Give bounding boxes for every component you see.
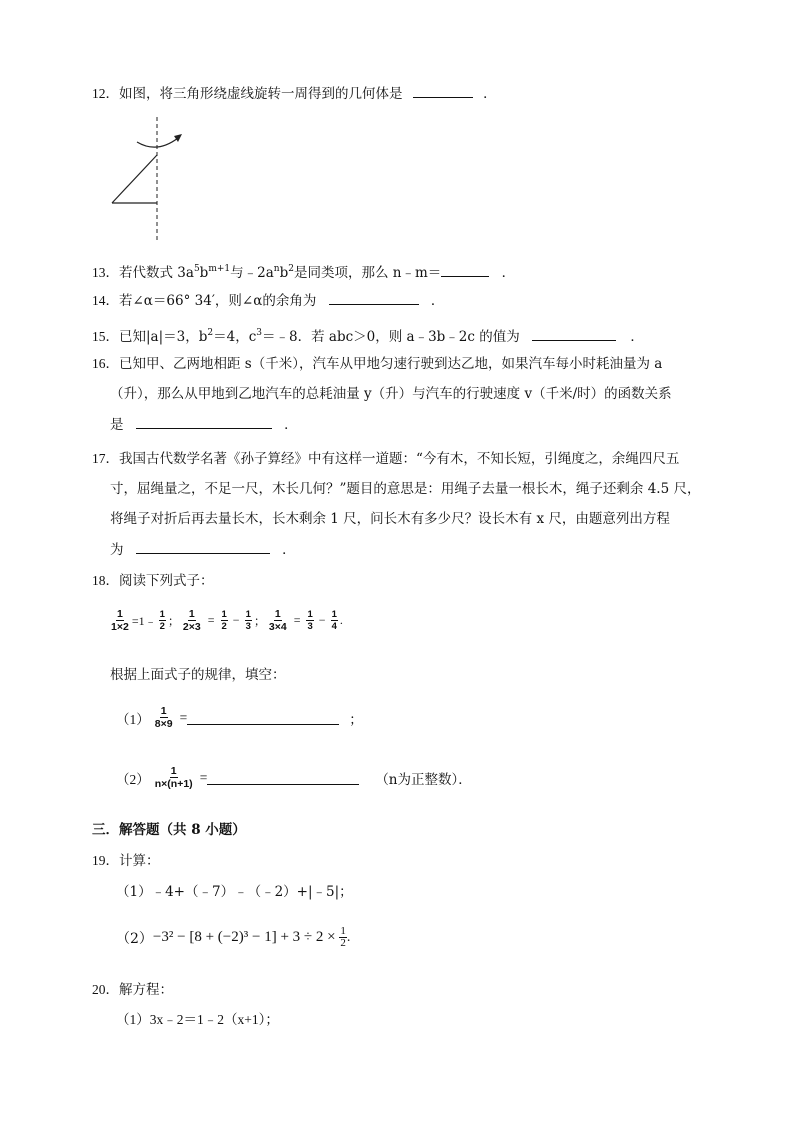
expr-part: ＝4，c — [213, 329, 257, 345]
question-text: 已知甲、乙两地相距 s（千米），汽车从甲地匀速行驶到达乙地，如果汽车每小时耗油量为 a — [119, 356, 663, 372]
expression: （1）3x﹣2＝1﹣2（x+1）； — [116, 1012, 279, 1027]
answer-blank — [413, 83, 473, 98]
answer-blank — [329, 290, 419, 305]
expr-part: 若代数式 3a — [119, 265, 194, 281]
question-end: ． — [501, 265, 516, 281]
q18-part-2 — [116, 765, 472, 790]
fraction — [268, 608, 288, 633]
question-end: ． — [630, 329, 644, 345]
fraction — [221, 609, 228, 632]
question-16-line-2 — [110, 384, 672, 404]
part-label: （2） — [116, 930, 153, 947]
exponent: m+1 — [208, 264, 231, 274]
denominator: 1×2 — [111, 621, 129, 633]
q18-part-1 — [116, 705, 363, 730]
separator: . — [339, 613, 343, 627]
fraction — [245, 609, 252, 632]
question-note: （n为正整数）． — [375, 771, 472, 788]
answer-blank — [136, 414, 272, 429]
numerator: 1 — [159, 609, 165, 620]
denominator: 3×4 — [268, 621, 287, 633]
denominator: 2 — [221, 621, 227, 632]
question-text: 若∠α＝66° 34′，则∠α的余角为 — [119, 293, 317, 309]
answer-blank — [136, 539, 270, 554]
question-text: 为 — [110, 542, 124, 558]
expr-part: b — [279, 265, 289, 281]
question-end: ． — [284, 417, 298, 433]
question-text: （升），那么从甲地到乙地汽车的总耗油量 y（升）与汽车的行驶速度 v（千米/时）的函数关系 — [110, 386, 672, 402]
answer-blank — [532, 326, 616, 341]
question-16-line-1 — [92, 354, 662, 374]
operator: − — [232, 613, 240, 627]
question-text: 我国古代数学名著《孙子算经》中有这样一道题：“今有木，不知长短，引绳度之，余绳四尺五 — [119, 451, 680, 467]
question-number: 15． — [92, 329, 119, 344]
denominator: 8×9 — [154, 718, 173, 730]
question-20 — [92, 980, 173, 1000]
arrowhead-icon — [174, 134, 182, 142]
fraction — [159, 609, 166, 632]
fraction — [331, 609, 338, 632]
numerator: 1 — [274, 608, 281, 620]
question-14 — [92, 290, 444, 311]
denominator: 2×3 — [182, 621, 201, 633]
question-text: 根据上面式子的规律，填空： — [110, 667, 286, 683]
question-number: 12． — [92, 86, 119, 101]
separator: ； — [253, 614, 266, 628]
expression: （1）﹣4+（﹣7）﹣（﹣2）+|﹣5|； — [116, 884, 353, 900]
question-13 — [92, 259, 515, 283]
triangle-hypotenuse — [112, 155, 157, 203]
question-text: 解方程： — [119, 982, 173, 998]
question-text: 如图，将三角形绕虚线旋转一周得到的几何体是 — [119, 86, 403, 102]
denominator: 2 — [159, 621, 165, 632]
answer-blank — [207, 770, 359, 785]
numerator: 1 — [307, 609, 313, 620]
operator: = — [179, 709, 188, 725]
denominator: 3 — [307, 621, 313, 632]
operator: = — [293, 613, 301, 627]
exponent: 2 — [288, 264, 294, 274]
exponent: 3 — [256, 328, 263, 338]
numerator: 1 — [188, 608, 195, 620]
expr-part: 与﹣2a — [230, 265, 274, 281]
denominator: n×(n+1) — [154, 778, 193, 790]
denominator: 3 — [245, 621, 251, 632]
denominator: 2 — [340, 937, 346, 949]
separator: ； — [167, 614, 180, 628]
exponent: 5 — [193, 264, 200, 274]
operator: = — [207, 613, 215, 627]
question-16-line-3 — [110, 414, 298, 435]
question-text: ＝﹣8．若 abc＞0，则 a﹣3b﹣2c 的值为 — [262, 329, 520, 345]
triangle-rotation-figure — [100, 112, 190, 242]
numerator: 1 — [221, 609, 227, 620]
question-text: 计算： — [119, 853, 160, 869]
exponent: n — [273, 264, 280, 274]
numerator: 1 — [170, 765, 177, 777]
numerator: 1 — [245, 609, 251, 620]
fraction — [154, 765, 194, 790]
expr-part: 已知|a|＝3，b — [119, 329, 208, 345]
q20-part-1 — [116, 1010, 279, 1030]
question-18 — [92, 571, 214, 591]
question-17-line-4 — [110, 539, 296, 560]
fraction — [182, 608, 202, 633]
q18-examples — [110, 608, 343, 633]
question-text: 阅读下列式子： — [119, 573, 214, 589]
fraction — [110, 608, 130, 633]
question-17-line-2 — [110, 479, 700, 499]
question-end: . — [346, 929, 351, 945]
numerator: 1 — [340, 925, 346, 937]
q19-part-2 — [116, 926, 350, 949]
exponent: 2 — [207, 328, 214, 338]
question-17-line-3 — [110, 509, 670, 529]
question-number: 16． — [92, 356, 119, 371]
question-number: 13． — [92, 265, 119, 280]
question-end: ． — [483, 86, 497, 102]
expression: −3² − [8 + (−2)³ − 1] + 3 ÷ 2 × — [152, 929, 340, 945]
fraction — [154, 705, 174, 730]
section-title: 三．解答题（共 8 小题） — [92, 822, 246, 838]
question-end: ． — [282, 542, 296, 558]
question-number: 18． — [92, 573, 119, 588]
question-text: 是 — [110, 417, 124, 433]
fraction — [339, 926, 347, 949]
operator: =1﹣ — [131, 614, 157, 628]
part-label: （1） — [116, 711, 150, 727]
question-17-line-1 — [92, 449, 679, 469]
question-end: ； — [349, 711, 363, 728]
q18-instruction — [110, 665, 286, 685]
question-text: 是同类项，那么 n﹣m＝ — [293, 265, 442, 281]
question-text: 寸，屈绳量之，不足一尺，木长几何？”题目的意思是：用绳子去量一根长木，绳子还剩余 4.5 尺， — [110, 481, 701, 497]
question-19 — [92, 851, 160, 871]
operator: = — [199, 769, 208, 785]
numerator: 1 — [116, 608, 123, 620]
section-heading — [92, 820, 246, 840]
numerator: 1 — [160, 705, 167, 717]
numerator: 1 — [331, 609, 337, 620]
question-number: 19． — [92, 853, 119, 868]
question-number: 17． — [92, 451, 119, 466]
question-12 — [92, 83, 497, 104]
answer-blank — [441, 262, 489, 277]
operator: − — [318, 613, 326, 627]
question-end: ． — [430, 293, 445, 309]
part-label: （2） — [116, 771, 150, 787]
question-text: 将绳子对折后再去量长木，长木剩余 1 尺，问长木有多少尺？设长木有 x 尺，由题意列出方程 — [110, 511, 670, 527]
denominator: 4 — [331, 621, 337, 632]
expr-part: b — [199, 265, 209, 281]
answer-blank — [187, 710, 339, 725]
question-15 — [92, 323, 644, 347]
question-number: 20． — [92, 982, 119, 997]
question-number: 14． — [92, 293, 119, 308]
fraction — [306, 609, 313, 632]
q19-part-1 — [116, 882, 353, 902]
